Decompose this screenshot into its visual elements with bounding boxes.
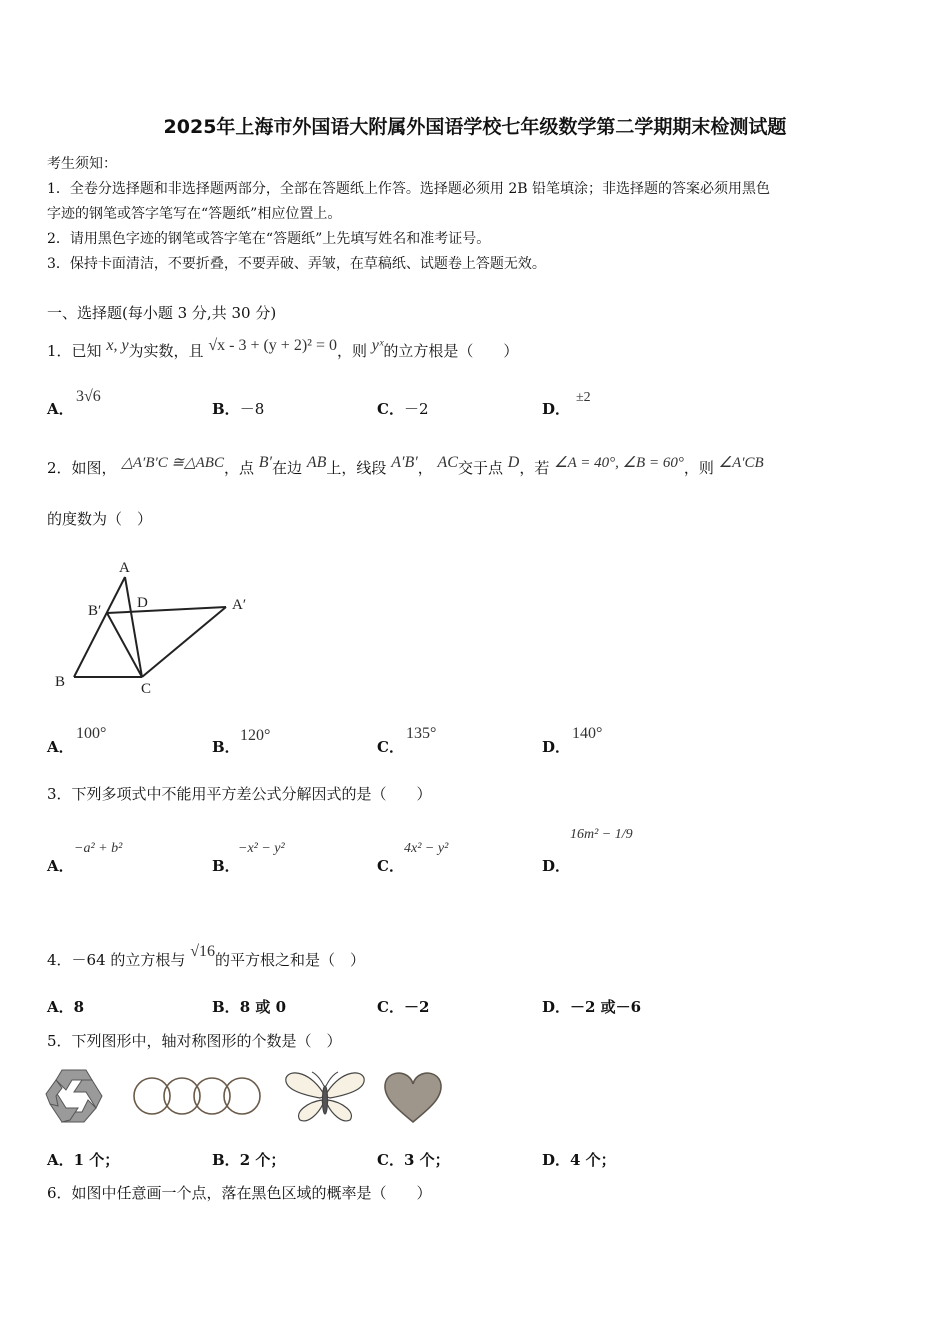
q5-option-d[interactable]: D．4 个； (542, 1151, 616, 1169)
q3-option-a-value: −a² + b² (74, 841, 123, 856)
q3-option-c-value: 4x² − y² (404, 841, 449, 856)
q2-number: 2． (47, 459, 72, 477)
q1-text-2: 为实数，且 (128, 342, 204, 360)
q2-option-d[interactable]: D． (542, 738, 571, 756)
q1-math-vars: x, y (106, 337, 129, 354)
q5-figure-hexagon-logo (44, 1066, 114, 1126)
q1-math-equation: √x - 3 + (y + 2)² = 0 (208, 337, 337, 354)
q2-triangle-figure (50, 555, 250, 695)
q1-option-a-value: 3√6 (76, 388, 101, 405)
q2-option-c-value: 135° (406, 725, 437, 742)
q2-stem-line2: 的度数为（ ） (47, 510, 153, 528)
figure-lines (74, 577, 226, 677)
q2-option-a-value: 100° (76, 725, 107, 742)
fig-label-a: A (119, 560, 130, 576)
q3-stem (47, 783, 432, 804)
q6-number: 6． (47, 1184, 72, 1202)
q1-text-1: 已知 (71, 342, 102, 360)
q2-math-ac: AC (437, 454, 458, 471)
q5-stem (47, 1030, 342, 1051)
fig-label-c: C (141, 681, 152, 697)
q5-option-a[interactable]: A．1 个； (47, 1151, 120, 1169)
q3-option-d[interactable]: D． (542, 857, 571, 875)
q4-number: 4． (47, 951, 72, 969)
q1-option-d-value: ±2 (576, 390, 591, 405)
q1-stem (47, 337, 519, 361)
q2-option-b[interactable]: B． (212, 738, 240, 756)
q1-option-b[interactable]: B．－8 (212, 400, 265, 418)
q5-figure-olympic-rings (132, 1072, 262, 1122)
q4-math-sqrt16: √16 (190, 943, 215, 960)
q2-stem: 2．如图， △A′B′C ≅△ABC，点 B′在边 AB上，线段 A′B′， AC交于点 D，若 ∠A = 40°, ∠B = 60°，则 ∠A′CB (47, 454, 764, 477)
q2-option-d-value: 140° (572, 725, 603, 742)
q2-math-target-angle: ∠A′CB (718, 455, 764, 471)
section-heading: 一、选择题(每小题 3 分,共 30 分) (47, 304, 277, 322)
q5-option-c[interactable]: C．3 个； (377, 1151, 450, 1169)
q2-math-angles: ∠A = 40°, ∠B = 60° (554, 455, 684, 471)
q6-text: 如图中任意画一个点，落在黑色区域的概率是（ ） (71, 1184, 432, 1202)
q4-option-b[interactable]: B．8 或 0 (212, 998, 287, 1016)
q2-math-congruent: △A′B′C ≅△ABC (121, 455, 224, 471)
q2-math-ab: AB (306, 454, 327, 471)
notice-line2: 2．请用黑色字迹的钢笔或答字笔在“答题纸”上先填写姓名和准考证号。 (47, 231, 491, 247)
notice-line1b: 字迹的钢笔或答字笔写在“答题纸”相应位置上。 (47, 206, 342, 222)
q5-figure-butterfly (282, 1068, 368, 1124)
q5-option-b[interactable]: B．2 个； (212, 1151, 286, 1169)
fig-label-b: B (55, 674, 66, 690)
q2-math-d: D (507, 454, 520, 471)
q1-number: 1． (47, 342, 72, 360)
q3-option-b[interactable]: B． (212, 857, 240, 875)
q3-option-d-value: 16m² − 1/9 (570, 827, 633, 842)
q3-option-c[interactable]: C． (377, 857, 404, 875)
q5-text: 下列图形中，轴对称图形的个数是（ ） (71, 1032, 342, 1050)
q5-number: 5． (47, 1032, 72, 1050)
q4-stem: 4．－64 的立方根与 √16的平方根之和是（ ） (47, 943, 365, 969)
notice-heading: 考生须知： (47, 156, 117, 172)
q2-option-a[interactable]: A． (47, 738, 74, 756)
q1-option-c[interactable]: C．－2 (377, 400, 429, 418)
fig-label-bprime: B′ (88, 603, 102, 619)
q4-option-c[interactable]: C．－2 (377, 998, 430, 1016)
q3-option-b-value: −x² − y² (238, 841, 285, 856)
q5-figure-heart (382, 1070, 444, 1126)
q3-number: 3． (47, 785, 72, 803)
notice-line1a: 1．全卷分选择题和非选择题两部分，全部在答题纸上作答。选择题必须用 2B 铅笔填涂；非选择题的答案必须用黑色 (47, 181, 770, 197)
q2-math-bp: B′ (258, 454, 273, 471)
q3-text: 下列多项式中不能用平方差公式分解因式的是（ ） (71, 785, 432, 803)
q3-option-a[interactable]: A． (47, 857, 74, 875)
q1-option-d[interactable]: D． (542, 400, 571, 418)
q2-option-b-value: 120° (240, 727, 271, 744)
notice-line3: 3．保持卡面清洁，不要折叠，不要弄破、弄皱，在草稿纸、试题卷上答题无效。 (47, 256, 546, 272)
q1-text-4: 的立方根是（ ） (383, 342, 519, 360)
q1-option-a[interactable]: A． (47, 400, 74, 418)
q4-option-d[interactable]: D．－2 或－6 (542, 998, 642, 1016)
fig-label-d: D (137, 595, 148, 611)
q1-math-power: yˣ (371, 337, 384, 354)
fig-label-aprime: A′ (232, 597, 247, 613)
page-title: 2025年上海市外国语大附属外国语学校七年级数学第二学期期末检测试题 (163, 116, 787, 138)
q4-option-a[interactable]: A．8 (47, 998, 85, 1016)
q6-stem (47, 1182, 432, 1203)
q1-text-3: ，则 (336, 342, 367, 360)
q2-math-apbp: A′B′ (391, 454, 418, 471)
q2-option-c[interactable]: C． (377, 738, 404, 756)
